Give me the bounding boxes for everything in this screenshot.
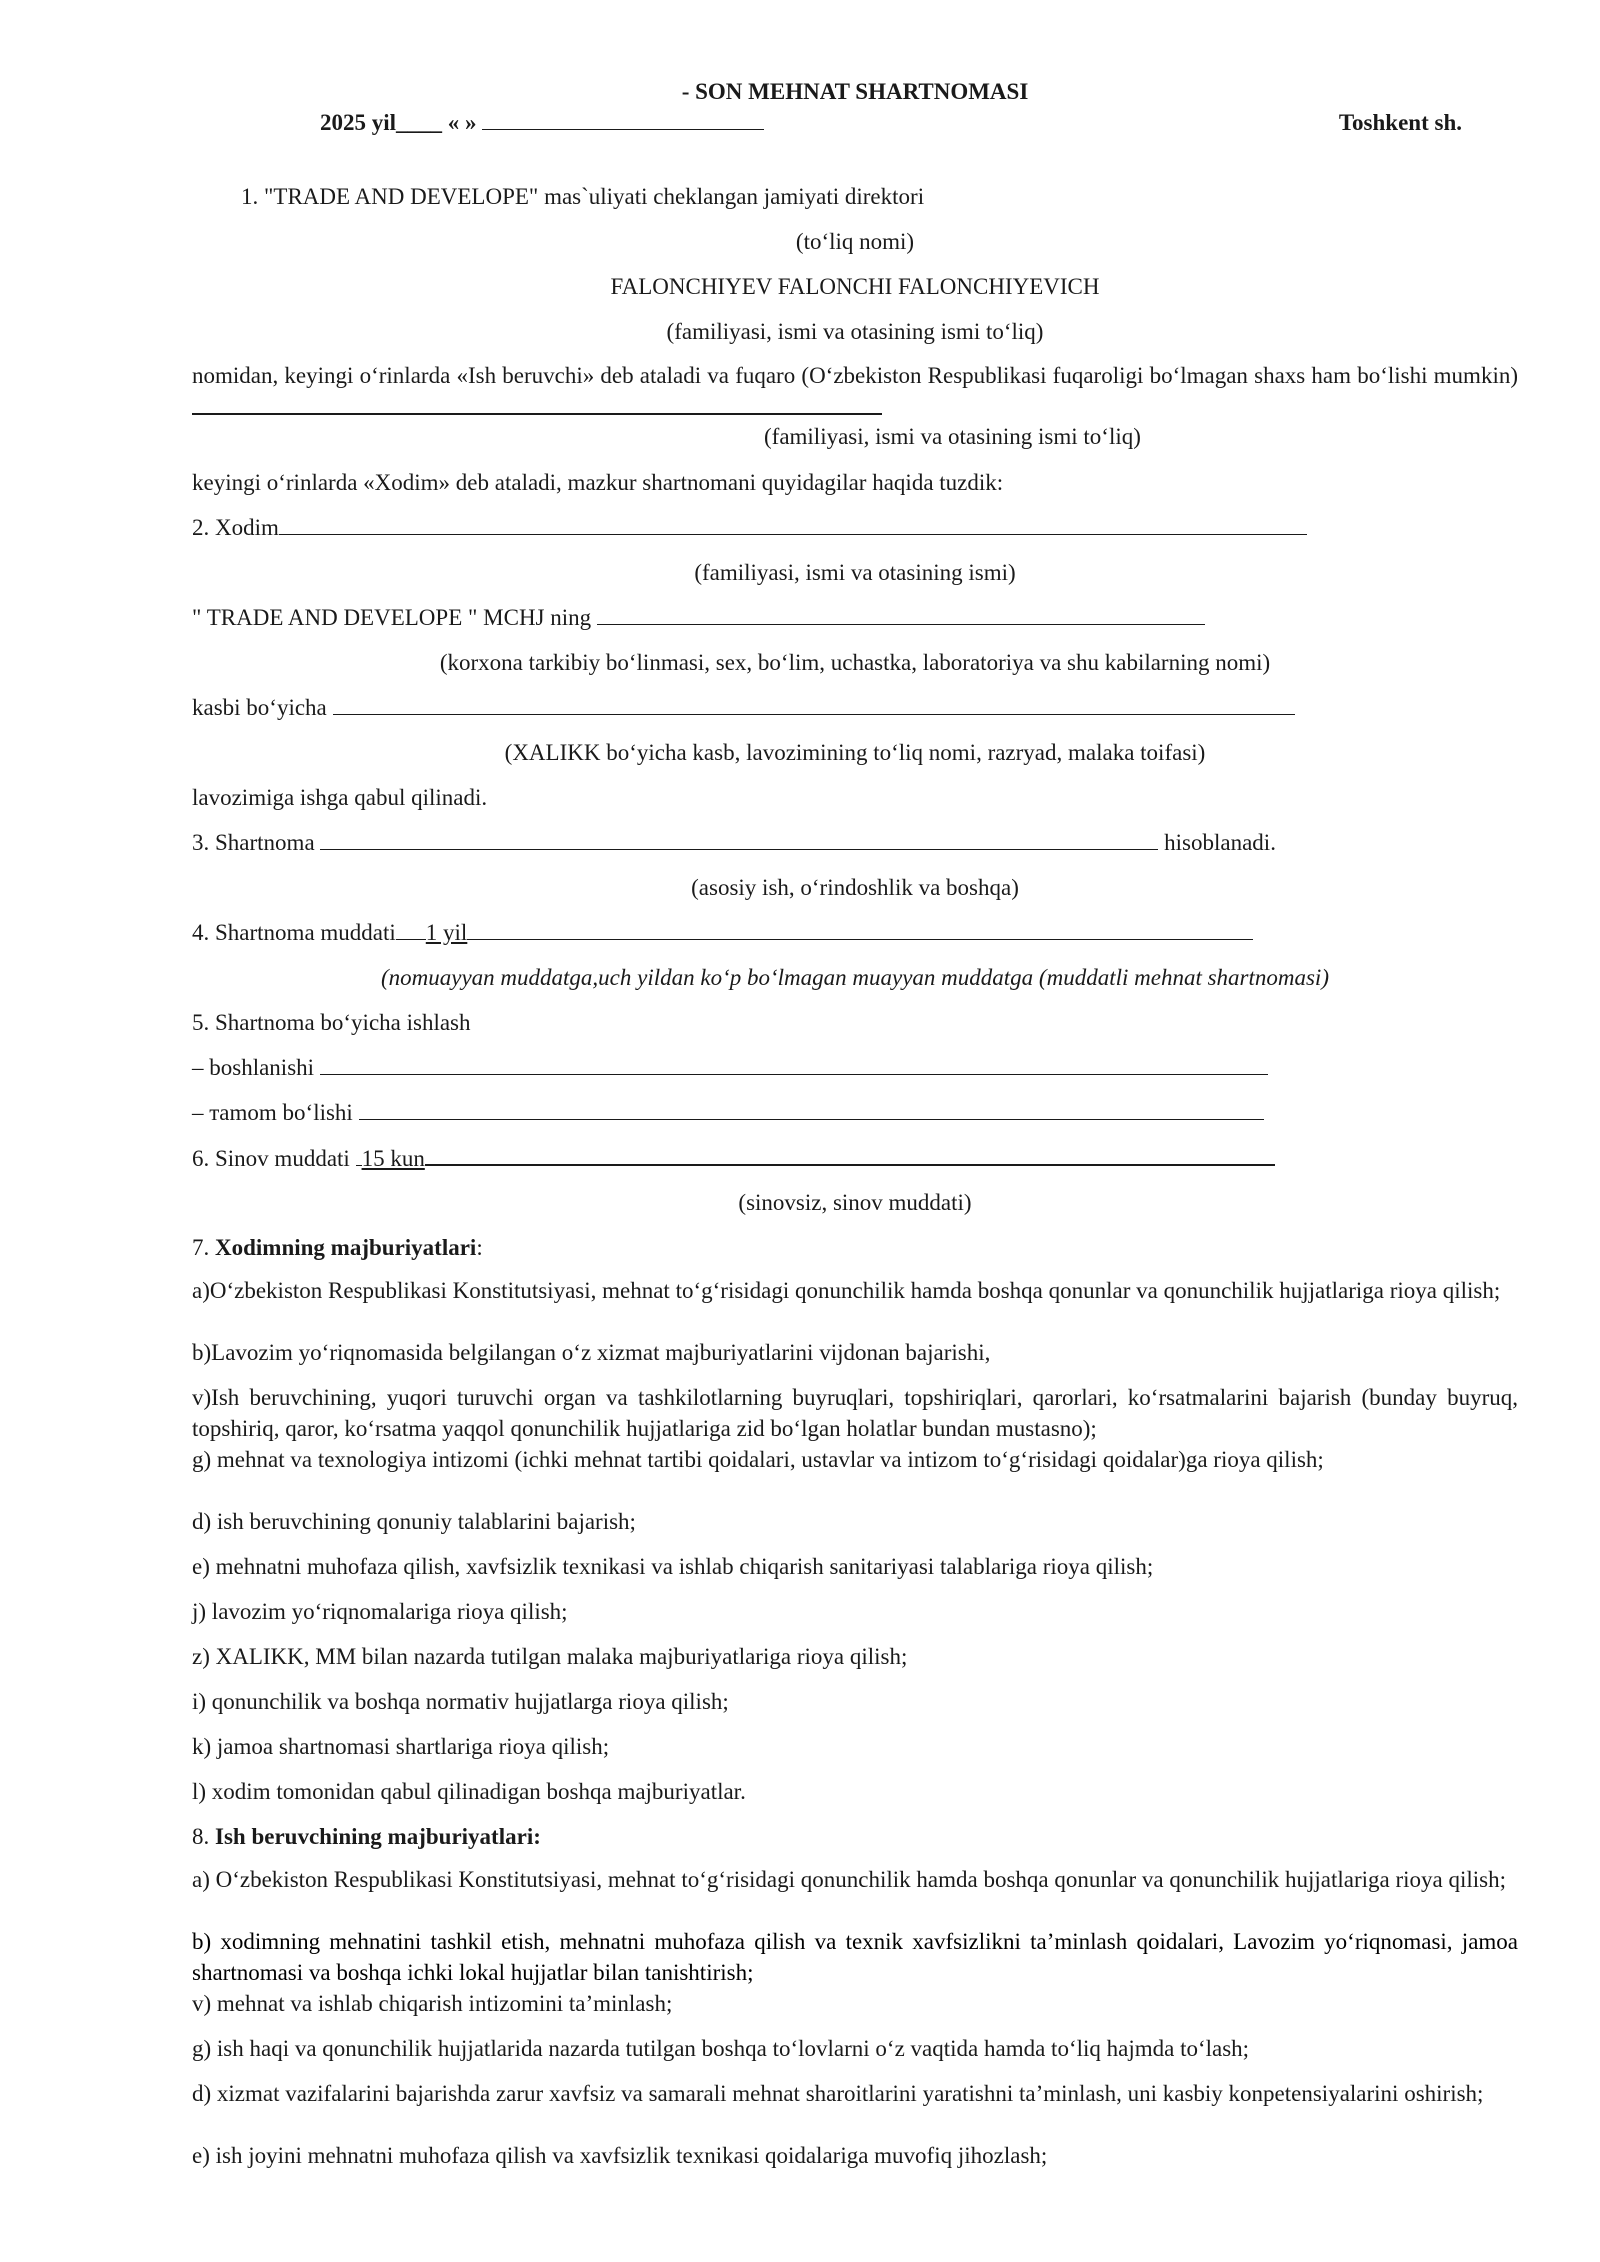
employer-duty-item: e) ish joyini mehnatni muhofaza qilish va xavfsizlik texnikasi qoidalariga muvofiq jihozlash;: [192, 2143, 1048, 2168]
section-2-hint: (familiyasi, ismi va otasining ismi): [694, 560, 1016, 585]
start-line: [192, 1052, 1518, 1083]
profession-blank: [333, 692, 1295, 715]
section-5-label: 5. Shartnoma bo‘yicha ishlash: [192, 1010, 471, 1035]
director-name: FALONCHIYEV FALONCHI FALONCHIYEVICH: [610, 274, 1100, 299]
term-blank-right: [467, 917, 1253, 940]
duty-item: g) mehnat va texnologiya intizomi (ichki mehnat tartibi qoidalari, ustavlar va intizom to‘g‘risidagi qoidalar)ga rioya qilish;: [192, 1447, 1324, 1472]
contract-type-blank: [320, 827, 1158, 850]
employee-paragraph: keyingi o‘rinlarda «Xodim» deb ataladi, mazkur shartnomani quyidagilar haqida tuzdik:: [192, 470, 1004, 495]
department-blank: [597, 602, 1205, 625]
term-blank-left: [396, 917, 426, 940]
section-7-heading: [192, 1232, 1518, 1263]
section-4-label: 4. Shartnoma muddati: [192, 920, 396, 945]
city-label: Toshkent sh.: [1338, 110, 1462, 135]
item-1-employer: 1. "TRADE AND DEVELOPE" mas`uliyati cheklangan jamiyati direktori: [241, 184, 925, 209]
end-date-blank: [359, 1097, 1264, 1120]
company-hint: (korxona tarkibiy bo‘linmasi, sex, bo‘lim, uchastka, laboratoriya va shu kabilarning nomi): [439, 650, 1271, 675]
section-8-title: Ish beruvchining majburiyatlari:: [215, 1824, 541, 1849]
employer-duty-item: a) O‘zbekiston Respublikasi Konstitutsiyasi, mehnat to‘g‘risidagi qonunchilik hamda boshqa qonunlar va qonunchilik hujjatlariga rioya qilish;: [192, 1867, 1506, 1892]
employer-paragraph: [192, 360, 1518, 423]
employer-duty-item: b) xodimning mehnatini tashkil etish, mehnatni muhofaza qilish va texnik xavfsizlikni ta’minlash qoidalari, Lavozim yo‘riqnomasi, jamoa shartnomasi va boshqa ichki lokal hujjatlar bilan tanishtirish;: [192, 1929, 1518, 1985]
section-8-number: 8.: [192, 1824, 210, 1849]
probation-value: 15 kun: [361, 1146, 425, 1171]
profession-line: [192, 692, 1518, 723]
date-prefix: 2025 yil____ « »: [320, 110, 477, 135]
section-2-line: [192, 512, 1518, 543]
section-2-label: 2. Xodim: [192, 515, 279, 540]
duty-item: k) jamoa shartnomasi shartlariga rioya qilish;: [192, 1734, 610, 1759]
section-7-colon: :: [476, 1235, 483, 1260]
section-6-hint: (sinovsiz, sinov muddati): [738, 1190, 972, 1215]
hired-text: lavozimiga ishga qabul qilinadi.: [192, 785, 488, 810]
hint-fio-full-2: (familiyasi, ismi va otasining ismi to‘liq): [764, 424, 1141, 449]
profession-hint: (XALIKK bo‘yicha kasb, lavozimining to‘liq nomi, razryad, malaka toifasi): [504, 740, 1206, 765]
employer-text: nomidan, keyingi o‘rinlarda «Ish beruvchi» deb ataladi va fuqaro (O‘zbekiston Respublikasi fuqaroligi bo‘lmagan shaxs ham bo‘lishi mumkin): [192, 363, 1518, 388]
company-label: " TRADE AND DEVELOPE " MCHJ ning: [192, 605, 592, 630]
duty-item: e) mehnatni muhofaza qilish, xavfsizlik texnikasi va ishlab chiqarish sanitariyasi talablariga rioya qilish;: [192, 1554, 1154, 1579]
section-3-label: 3. Shartnoma: [192, 830, 315, 855]
duty-item: v)Ish beruvchining, yuqori turuvchi organ va tashkilotlarning buyruqlari, topshiriqlari, qarorlari, ko‘rsatmalarini bajarish (bunday buyruq, topshiriq, qaror, ko‘rsatma yaqqol qonunchilik hujjatlariga zid bo‘lgan holatlar bundan mustasno);: [192, 1385, 1518, 1441]
duty-item: d) ish beruvchining qonuniy talablarini bajarish;: [192, 1509, 636, 1534]
section-8-heading: [192, 1821, 1518, 1852]
section-7-title: Xodimning majburiyatlari: [215, 1235, 477, 1260]
start-date-blank: [320, 1052, 1268, 1075]
end-label: – тamom bo‘lishi: [192, 1100, 353, 1125]
employee-name-blank: [192, 391, 882, 415]
start-label: – boshlanishi: [192, 1055, 315, 1080]
duty-item: i) qonunchilik va boshqa normativ hujjatlarga rioya qilish;: [192, 1689, 729, 1714]
duty-item: l) xodim tomonidan qabul qilinadigan boshqa majburiyatlar.: [192, 1779, 746, 1804]
employer-duty-item: g) ish haqi va qonunchilik hujjatlarida nazarda tutilgan boshqa to‘lovlarni o‘z vaqtida hamda to‘liq hajmda to‘lash;: [192, 2036, 1250, 2061]
term-value: 1 yil: [425, 920, 468, 945]
employer-duty-item: v) mehnat va ishlab chiqarish intizomini ta’minlash;: [192, 1991, 673, 2016]
duty-item: a)O‘zbekiston Respublikasi Konstitutsiyasi, mehnat to‘g‘risidagi qonunchilik hamda boshqa qonunlar va qonunchilik hujjatlariga rioya qilish;: [192, 1278, 1501, 1303]
contract-title: - SON MEHNAT SHARTNOMASI: [681, 79, 1029, 104]
section-7-number: 7.: [192, 1235, 210, 1260]
duty-item: b)Lavozim yo‘riqnomasida belgilangan o‘z xizmat majburiyatlarini vijdonan bajarishi,: [192, 1340, 991, 1365]
section-4-line: [192, 917, 1518, 948]
profession-label: kasbi bo‘yicha: [192, 695, 327, 720]
section-6-line: [192, 1142, 1518, 1174]
section-3-line: [192, 827, 1518, 858]
section-3-hint: (asosiy ish, o‘rindoshlik va boshqa): [691, 875, 1019, 900]
section-6-label: 6. Sinov muddati: [192, 1146, 350, 1171]
employer-duty-item: d) xizmat vazifalarini bajarishda zarur xavfsiz va samarali mehnat sharoitlarini yaratishni ta’minlash, uni kasbiy konpetensiyalarini oshirish;: [192, 2081, 1484, 2106]
section-4-hint: (nomuayyan muddatga,uch yildan ko‘p bo‘lmagan muayyan muddatga (muddatli mehnat shartnomasi): [381, 965, 1329, 990]
duty-item: z) XALIKK, MM bilan nazarda tutilgan malaka majburiyatlariga rioya qilish;: [192, 1644, 908, 1669]
section-3-suffix: hisoblanadi.: [1164, 830, 1276, 855]
duty-item: j) lavozim yo‘riqnomalariga rioya qilish;: [192, 1599, 568, 1624]
employee-fio-blank: [279, 512, 1307, 535]
end-line: [192, 1097, 1518, 1128]
hint-fio-full: (familiyasi, ismi va otasining ismi to‘liq): [666, 319, 1044, 344]
probation-blank-right: [425, 1142, 1275, 1166]
hint-full-name: (to‘liq nomi): [795, 229, 915, 254]
company-line: [192, 602, 1518, 633]
